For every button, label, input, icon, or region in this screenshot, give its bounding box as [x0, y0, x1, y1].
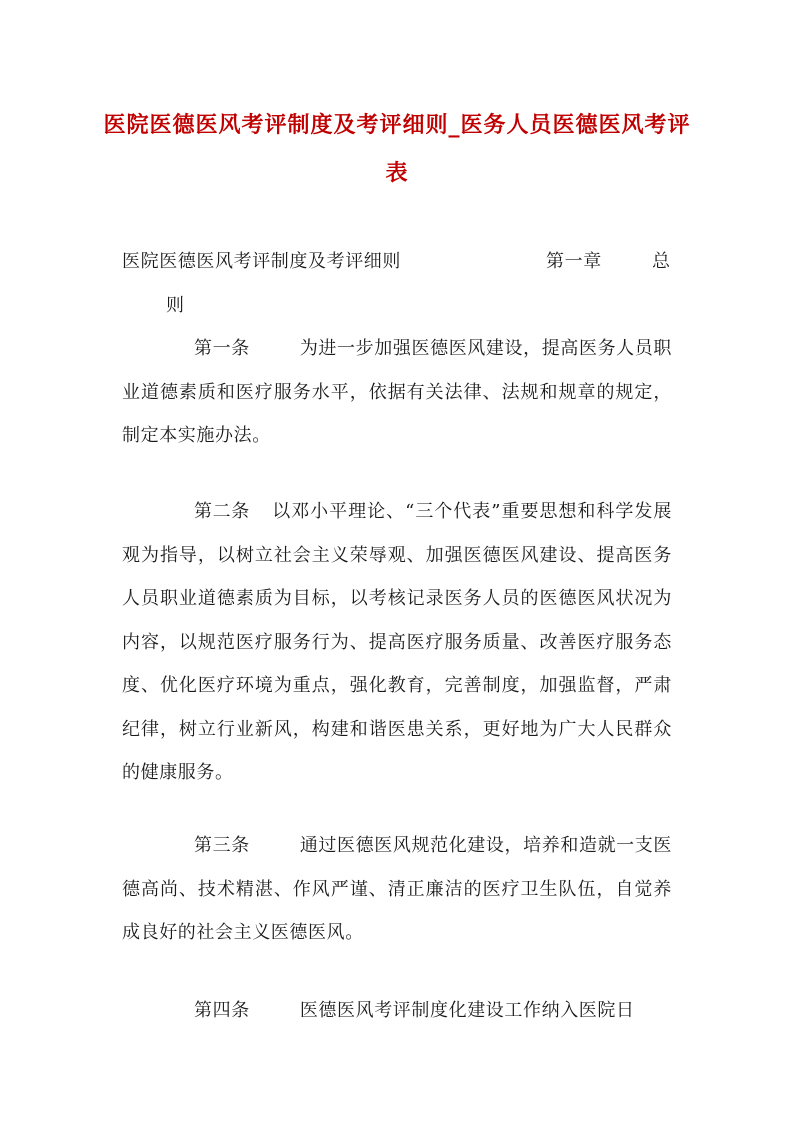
heading-ze: 则 [166, 294, 185, 316]
article-4 [122, 989, 672, 1033]
chapter-heading [122, 240, 672, 316]
article-1-label: 第一条 [194, 338, 250, 359]
article-1 [122, 327, 672, 458]
article-2-text: 以邓小平理论、“三个代表”重要思想和科学发展观为指导，以树立社会主义荣辱观、加强医德医风建设、提高医务人员职业道德素质为目标，以考核记录医务人员的医德医风状况为内容，以规范医疗服务行为、提高医疗服务质量、改善医疗服务态度、优化医疗环境为重点，强化教育，完善制度，加强监督，严肃纪律，树立行业新风，构建和谐医患关系，更好地为广大人民群众的健康服务。 [122, 501, 672, 783]
article-2 [122, 490, 672, 795]
article-3-label: 第三条 [194, 835, 250, 856]
article-3-text: 通过医德医风规范化建设，培养和造就一支医德高尚、技术精湛、作风严谨、清正廉洁的医疗卫生队伍，自觉养成良好的社会主义医德医风。 [122, 835, 672, 943]
article-3 [122, 824, 672, 955]
heading-chapter: 第一章 [546, 251, 602, 272]
article-1-text: 为进一步加强医德医风建设，提高医务人员职业道德素质和医疗服务水平，依据有关法律、法规和规章的规定，制定本实施办法。 [122, 338, 672, 446]
article-4-text: 医德医风考评制度化建设工作纳入医院日 [299, 1000, 635, 1021]
article-2-label: 第二条 [194, 501, 250, 522]
heading-zong: 总 [652, 251, 671, 272]
article-4-label: 第四条 [194, 1000, 250, 1021]
heading-left: 医院医德医风考评制度及考评细则 [122, 251, 401, 272]
document-title: 医院医德医风考评制度及考评细则_医务人员医德医风考评表 [103, 112, 691, 186]
